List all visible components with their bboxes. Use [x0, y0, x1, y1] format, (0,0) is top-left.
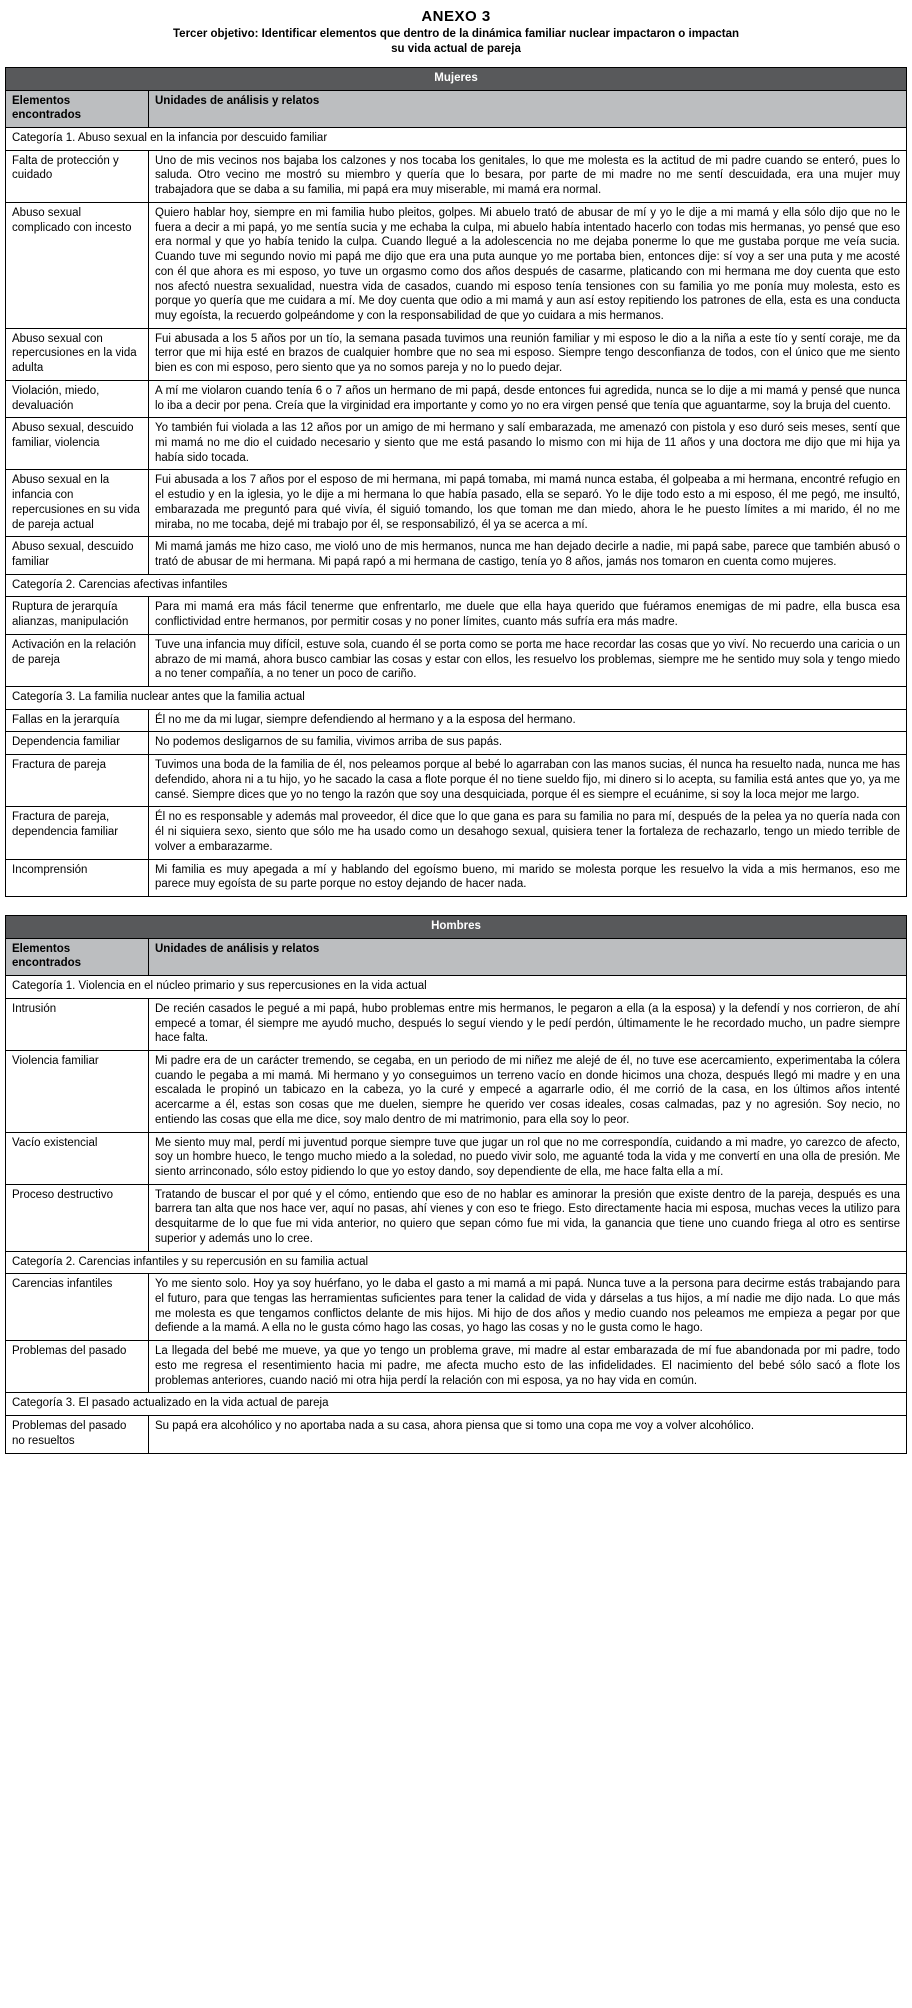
table-row: [6, 1416, 907, 1453]
column-header-unidades: Unidades de análisis y relatos: [149, 938, 907, 975]
element-cell: Dependencia familiar: [6, 732, 149, 755]
element-cell: Fractura de pareja, dependencia familiar: [6, 807, 149, 859]
element-cell: Activación en la relación de pareja: [6, 634, 149, 686]
table-row: [6, 732, 907, 755]
relato-cell: Tuve una infancia muy difícil, estuve sola, cuando él se porta como se porta me hace recordar las cosas que yo viví. No recuerdo una caricia o un abrazo de mi mamá, ahora busco cambiar las cosas y estar con ellos, les resuelvo los problemas, siempre me he sentido muy sola y tengo miedo a no tener compañía, a no tener un poco de cariño.: [149, 634, 907, 686]
table-group-header: Hombres: [6, 915, 907, 938]
relato-cell: Me siento muy mal, perdí mi juventud porque siempre tuve que jugar un rol que no me correspondía, cuidando a mi madre, yo carezco de afecto, soy un hombre hueco, le tengo mucho miedo a la soledad, no puedo vivir solo, me aguanté toda la vida y me convertí en una olla de presión. Me siento arrinconado, sólo estoy pidiendo lo que yo estoy dando, soy dependiente de ella, me hace falta ella a mí.: [149, 1132, 907, 1184]
element-cell: Abuso sexual complicado con incesto: [6, 202, 149, 328]
element-cell: Fallas en la jerarquía: [6, 709, 149, 732]
element-cell: Incomprensión: [6, 859, 149, 896]
element-cell: Ruptura de jerarquía alianzas, manipulación: [6, 597, 149, 634]
relato-cell: Yo me siento solo. Hoy ya soy huérfano, yo le daba el gasto a mi mamá a mi papá. Nunca tuve a la persona para decirme estás trabajando para el futuro, para que tengas las herramientas suficientes para tener la calidad de vida y dárselas a tus hijos, a mí nadie me dijo nada. Lo que más me molesta es que tengamos conflictos delante de mis hijos. Mi hijo de dos años y medio cuando nos peleamos me empieza a pegar por que defiende a la mamá. A ella no le gusta cómo hago las cosas, yo hago las cosas y no le gusta como le hago.: [149, 1274, 907, 1341]
table-hombres: [5, 915, 907, 1454]
table-row: [6, 418, 907, 470]
relato-cell: Mi padre era de un carácter tremendo, se cegaba, en un periodo de mi niñez me alejé de él, no tuve ese acercamiento, experimentaba la cólera cuando le pegaba a mi mamá. Mi hermano y yo conseguimos un terreno vacío en donde hicimos una choza, después llegó mi madre y en una escalada le propinó un tabicazo en la cabeza, yo la curé y empecé a agarrarle odio, él me corrió de la casa, en los últimos años intenté acercarme a él, estas son cosas que me duelen, siempre he querido ver cosas ideales, cosas calmadas, paz y no agresión. Soy necio, no entiendo las cosas que ella me dice, soy malo dentro de mi matrimonio, para ella soy lo peor.: [149, 1050, 907, 1132]
category-row: [6, 574, 907, 597]
table-row: [6, 150, 907, 202]
relato-cell: Tuvimos una boda de la familia de él, nos peleamos porque al bebé lo agarraban con las manos sucias, él nunca ha resuelto nada, nunca me has defendido, ahora ni a tu hijo, yo he sacado la casa a flote porque él no tiene sueldo fijo, mi dinero si lo acepta, su familia está antes que yo, ya me cansé. Siempre dices que yo no tengo la razón que soy una desquiciada, porque él es siempre el ecuánime, si soy la loca mejor me largo.: [149, 755, 907, 807]
relato-cell: Él no es responsable y además mal proveedor, él dice que lo que gana es para su familia no para mí, después de la pelea ya no quería nada con él ni siquiera sexo, siento que sólo me ha usado como un desahogo sexual, quisiera tener la fortaleza de rechazarlo, tengo un miedo terrible de volver a embarazarme.: [149, 807, 907, 859]
relato-cell: Mi familia es muy apegada a mí y hablando del egoísmo bueno, mi marido se molesta porque les resuelvo la vida a mis hermanos, eso me parece muy egoísta de su parte porque no estoy dejando de hacer nada.: [149, 859, 907, 896]
table-row: [6, 328, 907, 380]
table-row: [6, 597, 907, 634]
column-header-elementos: Elementos encontrados: [6, 938, 149, 975]
category-row: [6, 687, 907, 710]
table-mujeres: [5, 67, 907, 897]
relato-cell: Su papá era alcohólico y no aportaba nada a su casa, ahora piensa que si tomo una copa me voy a volver alcohólico.: [149, 1416, 907, 1453]
category-row: [6, 1251, 907, 1274]
category-label: Categoría 1. Abuso sexual en la infancia por descuido familiar: [6, 128, 907, 151]
element-cell: Proceso destructivo: [6, 1184, 149, 1251]
table-row: [6, 202, 907, 328]
element-cell: Fractura de pareja: [6, 755, 149, 807]
relato-cell: Fui abusada a los 5 años por un tío, la semana pasada tuvimos una reunión familiar y mi esposo le dio a la niña a este tío y sentí coraje, me da terror que mi hija esté en brazos de cualquier hombre que no sea mi esposo. Siempre tengo desconfianza de todos, con el único que me siento bien es con mi esposo, pero siento que ya no somos pareja y no lo puedo dejar.: [149, 328, 907, 380]
category-label: Categoría 2. Carencias infantiles y su repercusión en su familia actual: [6, 1251, 907, 1274]
table-group-header: Mujeres: [6, 67, 907, 90]
category-label: Categoría 1. Violencia en el núcleo primario y sus repercusiones en la vida actual: [6, 976, 907, 999]
table-row: [6, 755, 907, 807]
table-row: [6, 1050, 907, 1132]
page-subtitle: [5, 27, 907, 57]
relato-cell: Mi mamá jamás me hizo caso, me violó uno de mis hermanos, nunca me han dejado decirle a nadie, mi papá sabe, parece que también abusó o trató de abusar de mi hermana. Mi papá rapó a mi hermana de castigo, tenía yo 8 años, jamás nos tomaron en cuenta como mujeres.: [149, 537, 907, 574]
category-row: [6, 128, 907, 151]
table-row: [6, 1184, 907, 1251]
table-row: [6, 859, 907, 896]
element-cell: Abuso sexual, descuido familiar: [6, 537, 149, 574]
tables-container: [5, 67, 907, 1454]
element-cell: Violación, miedo, devaluación: [6, 380, 149, 417]
element-cell: Vacío existencial: [6, 1132, 149, 1184]
category-row: [6, 1393, 907, 1416]
relato-cell: Yo también fui violada a las 12 años por un amigo de mi hermano y salí embarazada, me amenazó con pistola y eso duró seis meses, sentí que mi mamá no me dio el cuidado necesario y siento que me está pasando lo mismo con mi hija de 11 años y una doctora me dijo que mi hija ya había sido tocada.: [149, 418, 907, 470]
relato-cell: Tratando de buscar el por qué y el cómo, entiendo que eso de no hablar es aminorar la presión que existe dentro de la pareja, después es una barrera tan alta que nos hace ver, aquí no pasas, ahí vienes y con eso te friego. Esto directamente hacia mi esposa, muchas veces la utilizo para desquitarme de lo que fue mi vida anterior, no quiero que sepan cómo fue mi vida, la ganancia que tiene uno cuando friega al otro es sentirse superior y además uno lo cree.: [149, 1184, 907, 1251]
table-row: [6, 1274, 907, 1341]
table-row: [6, 634, 907, 686]
category-label: Categoría 2. Carencias afectivas infantiles: [6, 574, 907, 597]
category-row: [6, 976, 907, 999]
table-row: [6, 709, 907, 732]
relato-cell: Uno de mis vecinos nos bajaba los calzones y nos tocaba los genitales, lo que me molesta es la actitud de mi padre cuando se enteró, pues lo saluda. Otro vecino me mostró su miembro y quería que lo besara, por parte de mi madre no me sentí descuidada, era una mujer muy trabajadora que se daba a su familia, mi papá era muy miserable, mi mamá era normal.: [149, 150, 907, 202]
table-row: [6, 1341, 907, 1393]
relato-cell: Para mi mamá era más fácil tenerme que enfrentarlo, me duele que ella haya querido que fuéramos enemigas de mi padre, ella busca esa conflictividad entre hermanos, por permitir cosas y no poner límites, cuanto más sufría era más madre.: [149, 597, 907, 634]
element-cell: Abuso sexual, descuido familiar, violencia: [6, 418, 149, 470]
relato-cell: A mí me violaron cuando tenía 6 o 7 años un hermano de mi papá, desde entonces fui agredida, nunca se lo dije a mi mamá y pensé que nunca lo iba a decir por pena. Creía que la virginidad era importante y como yo no era virgen pensé que tenía que aguantarme, soy la bruja del cuento.: [149, 380, 907, 417]
relato-cell: No podemos desligarnos de su familia, vivimos arriba de sus papás.: [149, 732, 907, 755]
relato-cell: La llegada del bebé me mueve, ya que yo tengo un problema grave, mi madre al estar embarazada de mí fue abandonada por mi padre, todo esto me regresa el resentimiento hacia mi padre, me afecta mucho esto de las infidelidades. El nacimiento del bebé sólo sacó a flote los problemas anteriores, cuando nació mi otra hija perdí la relación con mi esposa, ya no hay vida en común.: [149, 1341, 907, 1393]
column-header-unidades: Unidades de análisis y relatos: [149, 90, 907, 127]
table-row: [6, 807, 907, 859]
page-subtitle-line2: su vida actual de pareja: [391, 42, 521, 55]
relato-cell: De recién casados le pegué a mi papá, hubo problemas entre mis hermanos, le pegaron a ella (a la esposa) y la defendí y nos corrieron, de ahí empecé a tomar, él siempre me ayudó mucho, después lo seguí viendo y le pedí perdón, últimamente le he recordado mucho, un padre siempre hace falta.: [149, 998, 907, 1050]
element-cell: Abuso sexual con repercusiones en la vida adulta: [6, 328, 149, 380]
page-title: ANEXO 3: [421, 8, 491, 25]
element-cell: Carencias infantiles: [6, 1274, 149, 1341]
element-cell: Intrusión: [6, 998, 149, 1050]
table-row: [6, 380, 907, 417]
element-cell: Falta de protección y cuidado: [6, 150, 149, 202]
category-label: Categoría 3. El pasado actualizado en la vida actual de pareja: [6, 1393, 907, 1416]
relato-cell: Fui abusada a los 7 años por el esposo de mi hermana, mi papá tomaba, mi mamá nunca estaba, él golpeaba a mi hermana, encontré refugio en el estudio y en la iglesia, yo le dije a mi hermana lo que había pasado, ella se separó. Yo le dije todo esto a mi esposo, él me pegó, me insultó, embarazada me preguntó para qué vivía, él siguió tomando, los que toman me dan miedo, ahora le he puesto límites a mi marido, él no me miraba, no me tocaba, dejé mi trabajo por él, se responsabilizó, él ya se acerca a mí.: [149, 470, 907, 537]
category-label: Categoría 3. La familia nuclear antes que la familia actual: [6, 687, 907, 710]
table-row: [6, 998, 907, 1050]
table-row: [6, 537, 907, 574]
relato-cell: Él no me da mi lugar, siempre defendiendo al hermano y a la esposa del hermano.: [149, 709, 907, 732]
table-row: [6, 1132, 907, 1184]
element-cell: Abuso sexual en la infancia con repercusiones en su vida de pareja actual: [6, 470, 149, 537]
page-subtitle-line1: Tercer objetivo: Identificar elementos que dentro de la dinámica familiar nuclear impactaron o impactan: [173, 28, 739, 40]
element-cell: Problemas del pasado: [6, 1341, 149, 1393]
column-header-elementos: Elementos encontrados: [6, 90, 149, 127]
element-cell: Problemas del pasado no resueltos: [6, 1416, 149, 1453]
element-cell: Violencia familiar: [6, 1050, 149, 1132]
table-row: [6, 470, 907, 537]
relato-cell: Quiero hablar hoy, siempre en mi familia hubo pleitos, golpes. Mi abuelo trató de abusar de mí y yo le dije a mi mamá y ella sólo dijo que no le fuera a decir a mi papá, yo me sentía sucia y me echaba la culpa, mi abuelo había intentado hacerlo con todas mis hermanas, yo pensé que eso era normal y que yo había tenido la culpa. Cuando llegué a la adolescencia no me dejaba ponerme lo que me gustaba porque me veía sucia. Cuando tuve mi segundo novio mi papá me dijo que era una puta aunque yo me portaba bien, entonces dije: sí voy a ser una puta y me acosté con él que ahora es mi esposo, yo tuve un orgasmo como dos años después de casarme, platicando con mi hermana me doy cuenta que esto nos afectó nuestra sexualidad, nuestra vida de casados, cuando mi esposo tenía tensiones con su familia yo me ponía muy molesta, esto es porque yo quería que me cuidara a mí. Me doy cuenta que odio a mi mamá y aun así estoy repitiendo los patrones de ella, esta es una conducta muy egoísta, la recuerdo golpeándome y con la responsabilidad de que yo cuidara a mis hermanos.: [149, 202, 907, 328]
